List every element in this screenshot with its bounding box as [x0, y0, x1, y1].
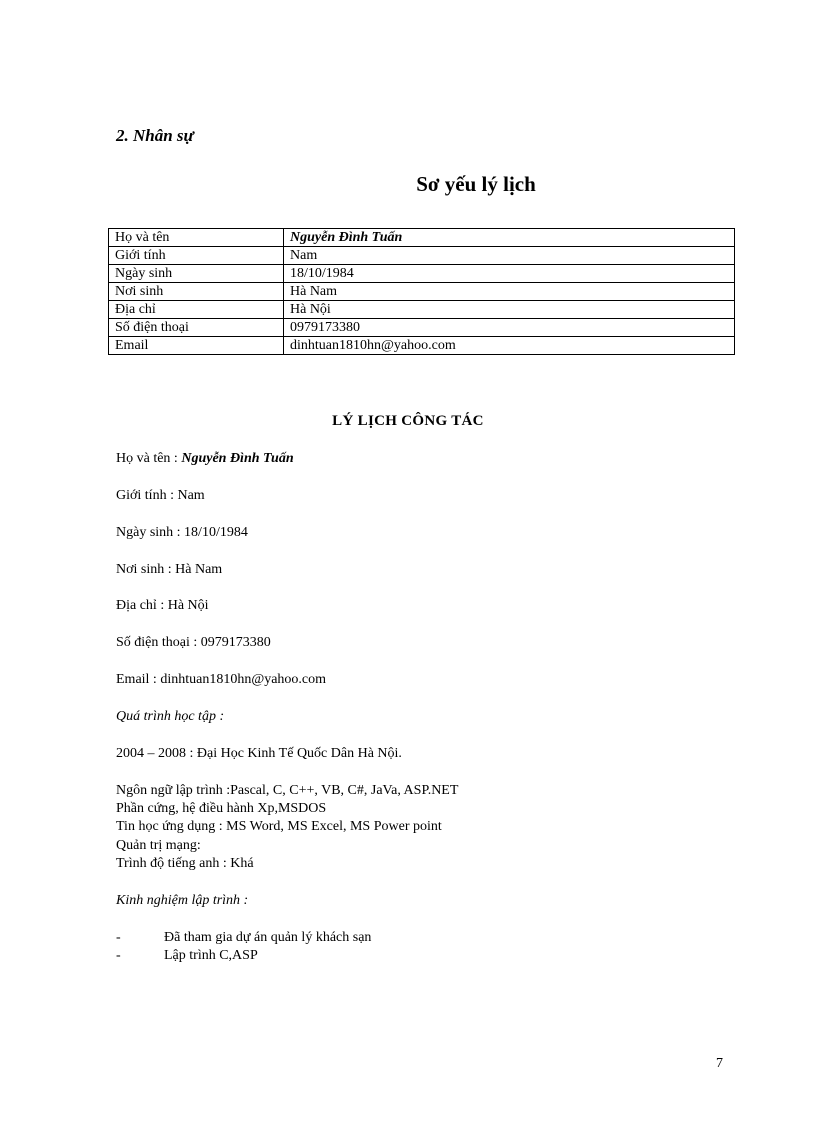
- career-email: Email : dinhtuan1810hn@yahoo.com: [116, 672, 327, 687]
- table-row: [109, 337, 735, 355]
- experience-item: Đã tham gia dự án quản lý khách sạn: [164, 930, 372, 945]
- page-number: 7: [716, 1056, 723, 1071]
- experience-heading: Kinh nghiệm lập trình :: [116, 893, 249, 908]
- career-gender: Giới tính : Nam: [116, 488, 205, 503]
- career-title: LÝ LỊCH CÔNG TÁC: [332, 413, 484, 429]
- skill-line: Tin học ứng dụng : MS Word, MS Excel, MS Power point: [116, 819, 442, 834]
- table-row: [109, 229, 735, 247]
- document-title: Sơ yếu lý lịch: [416, 172, 536, 196]
- personal-info-table: [108, 228, 735, 355]
- education-entry: 2004 – 2008 : Đại Học Kinh Tế Quốc Dân Hà Nội.: [116, 746, 402, 761]
- table-row: [109, 247, 735, 265]
- career-name-label: Họ và tên :: [116, 451, 182, 466]
- table-cell-value: Nam: [284, 247, 735, 265]
- career-name-line: [116, 451, 294, 467]
- career-address: Địa chỉ : Hà Nội: [116, 598, 209, 613]
- table-cell-label: Họ và tên: [109, 229, 284, 247]
- table-cell-value: Hà Nội: [284, 301, 735, 319]
- skill-line: Quản trị mạng:: [116, 838, 201, 853]
- table-cell-label: Địa chỉ: [109, 301, 284, 319]
- table-cell-value: Nguyễn Đình Tuấn: [284, 229, 735, 247]
- table-row: [109, 283, 735, 301]
- table-cell-label: Email: [109, 337, 284, 355]
- skill-line: Trình độ tiếng anh : Khá: [116, 856, 254, 871]
- career-name-value: Nguyễn Đình Tuấn: [181, 451, 294, 466]
- table-cell-label: Ngày sinh: [109, 265, 284, 283]
- career-dob: Ngày sinh : 18/10/1984: [116, 525, 248, 540]
- skill-line: Phần cứng, hệ điều hành Xp,MSDOS: [116, 801, 327, 816]
- table-cell-value: 0979173380: [284, 319, 735, 337]
- education-heading: Quá trình học tập :: [116, 709, 225, 724]
- table-row: [109, 301, 735, 319]
- table-row: [109, 265, 735, 283]
- table-row: [109, 319, 735, 337]
- table-cell-value: dinhtuan1810hn@yahoo.com: [284, 337, 735, 355]
- skill-line: Ngôn ngữ lập trình :Pascal, C, C++, VB, C#, JaVa, ASP.NET: [116, 783, 459, 798]
- table-cell-label: Nơi sinh: [109, 283, 284, 301]
- section-heading: 2. Nhân sự: [116, 126, 194, 145]
- career-birthplace: Nơi sinh : Hà Nam: [116, 562, 223, 577]
- career-phone: Số điện thoại : 0979173380: [116, 635, 271, 650]
- table-cell-label: Số điện thoại: [109, 319, 284, 337]
- table-cell-value: 18/10/1984: [284, 265, 735, 283]
- table-cell-value: Hà Nam: [284, 283, 735, 301]
- bullet-dash: -: [116, 948, 121, 963]
- experience-item: Lập trình C,ASP: [164, 948, 258, 963]
- table-cell-label: Giới tính: [109, 247, 284, 265]
- bullet-dash: -: [116, 930, 121, 945]
